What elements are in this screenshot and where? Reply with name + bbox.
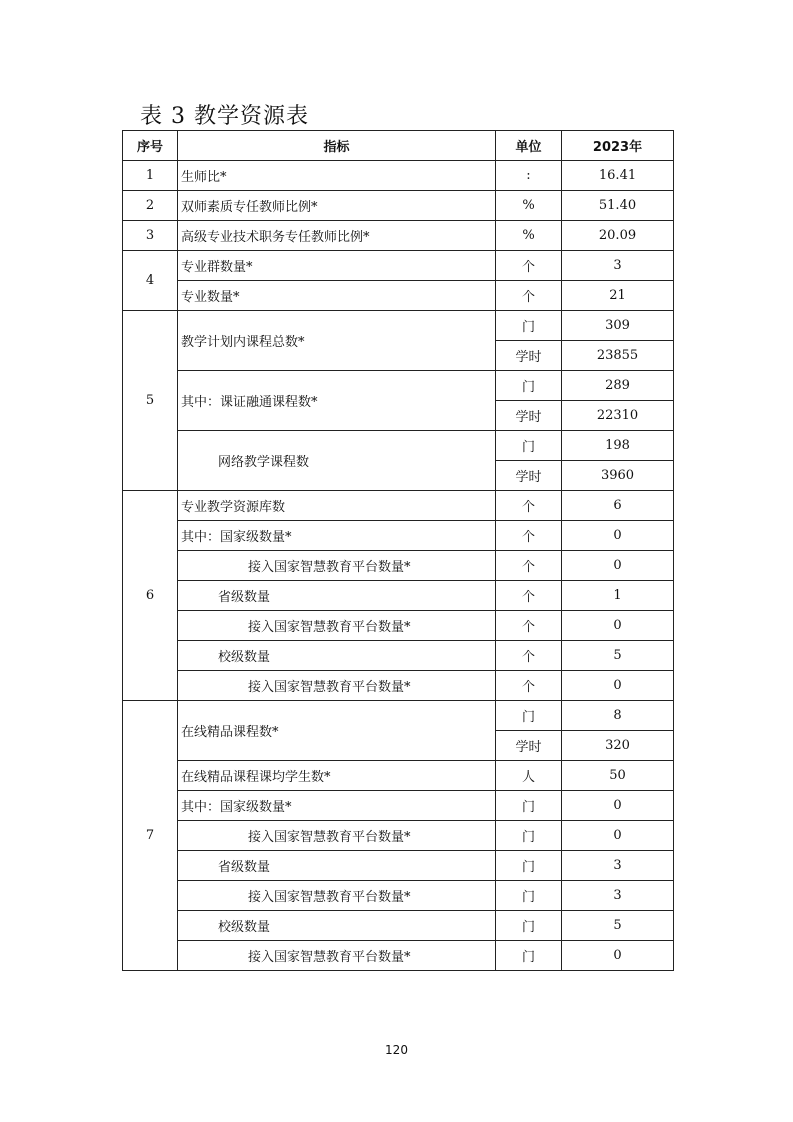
indicator-cell: 接入国家智慧教育平台数量* (178, 881, 496, 911)
table-row (123, 701, 674, 731)
table-title: 表 3 教学资源表 (140, 104, 309, 129)
value-cell: 23855 (562, 341, 674, 371)
indicator-cell: 省级数量 (178, 851, 496, 881)
header-indicator: 指标 (178, 131, 496, 161)
unit-cell: 学时 (496, 401, 562, 431)
table-row (123, 941, 674, 971)
value-cell: 0 (562, 941, 674, 971)
unit-cell: 门 (496, 821, 562, 851)
value-cell: 309 (562, 311, 674, 341)
page-number: 120 (385, 1043, 408, 1057)
table-row (123, 851, 674, 881)
value-cell: 5 (562, 911, 674, 941)
unit-cell: % (496, 191, 562, 221)
unit-cell: 门 (496, 431, 562, 461)
indicator-cell: 在线精品课程课均学生数* (178, 761, 496, 791)
unit-cell: 门 (496, 941, 562, 971)
value-cell: 50 (562, 761, 674, 791)
value-cell: 22310 (562, 401, 674, 431)
value-cell: 3960 (562, 461, 674, 491)
indicator-cell: 专业教学资源库数 (178, 491, 496, 521)
seq-cell: 7 (123, 701, 178, 971)
indicator-cell: 接入国家智慧教育平台数量* (178, 941, 496, 971)
indicator-cell: 接入国家智慧教育平台数量* (178, 821, 496, 851)
indicator-cell: 网络教学课程数 (178, 431, 496, 491)
unit-cell: 学时 (496, 341, 562, 371)
indicator-cell: 接入国家智慧教育平台数量* (178, 611, 496, 641)
indicator-cell: 双师素质专任教师比例* (178, 191, 496, 221)
unit-cell: 门 (496, 881, 562, 911)
table-row (123, 251, 674, 281)
table-row (123, 791, 674, 821)
value-cell: 8 (562, 701, 674, 731)
unit-cell: 门 (496, 311, 562, 341)
table-row (123, 221, 674, 251)
header-unit: 单位 (496, 131, 562, 161)
value-cell: 198 (562, 431, 674, 461)
value-cell: 0 (562, 791, 674, 821)
table-row (123, 491, 674, 521)
value-cell: 1 (562, 581, 674, 611)
seq-cell: 6 (123, 491, 178, 701)
header-seq: 序号 (123, 131, 178, 161)
unit-cell: 学时 (496, 731, 562, 761)
indicator-cell: 专业群数量* (178, 251, 496, 281)
table-row (123, 821, 674, 851)
seq-cell: 1 (123, 161, 178, 191)
unit-cell: 个 (496, 521, 562, 551)
table-row (123, 551, 674, 581)
value-cell: 289 (562, 371, 674, 401)
value-cell: 21 (562, 281, 674, 311)
indicator-cell: 生师比* (178, 161, 496, 191)
table-row (123, 371, 674, 401)
value-cell: 5 (562, 641, 674, 671)
table-row (123, 881, 674, 911)
unit-cell: 个 (496, 251, 562, 281)
indicator-cell: 接入国家智慧教育平台数量* (178, 551, 496, 581)
indicator-cell: 其中：国家级数量* (178, 791, 496, 821)
value-cell: 16.41 (562, 161, 674, 191)
unit-cell: 门 (496, 911, 562, 941)
value-cell: 51.40 (562, 191, 674, 221)
table-row (123, 671, 674, 701)
table-row (123, 311, 674, 341)
header-year: 2023年 (562, 131, 674, 161)
unit-cell: 个 (496, 641, 562, 671)
value-cell: 0 (562, 821, 674, 851)
indicator-cell: 校级数量 (178, 641, 496, 671)
unit-cell: 学时 (496, 461, 562, 491)
indicator-cell: 高级专业技术职务专任教师比例* (178, 221, 496, 251)
table-row (123, 611, 674, 641)
indicator-cell: 校级数量 (178, 911, 496, 941)
indicator-cell: 其中：国家级数量* (178, 521, 496, 551)
seq-cell: 3 (123, 221, 178, 251)
unit-cell: 人 (496, 761, 562, 791)
unit-cell: % (496, 221, 562, 251)
value-cell: 3 (562, 251, 674, 281)
value-cell: 0 (562, 521, 674, 551)
unit-cell: 门 (496, 701, 562, 731)
indicator-cell: 教学计划内课程总数* (178, 311, 496, 371)
unit-cell: 个 (496, 671, 562, 701)
teaching-resources-table (122, 130, 674, 971)
unit-cell: 个 (496, 581, 562, 611)
table-row (123, 161, 674, 191)
indicator-cell: 其中：课证融通课程数* (178, 371, 496, 431)
seq-cell: 4 (123, 251, 178, 311)
value-cell: 320 (562, 731, 674, 761)
unit-cell: 个 (496, 551, 562, 581)
indicator-cell: 在线精品课程数* (178, 701, 496, 761)
unit-cell: 个 (496, 491, 562, 521)
header-row (123, 131, 674, 161)
table-row (123, 521, 674, 551)
table-row (123, 431, 674, 461)
value-cell: 3 (562, 881, 674, 911)
value-cell: 0 (562, 611, 674, 641)
unit-cell: 个 (496, 611, 562, 641)
indicator-cell: 接入国家智慧教育平台数量* (178, 671, 496, 701)
table-row (123, 761, 674, 791)
unit-cell: 个 (496, 281, 562, 311)
value-cell: 20.09 (562, 221, 674, 251)
unit-cell: : (496, 161, 562, 191)
seq-cell: 2 (123, 191, 178, 221)
table-row (123, 191, 674, 221)
value-cell: 0 (562, 551, 674, 581)
table-row (123, 281, 674, 311)
unit-cell: 门 (496, 851, 562, 881)
table-row (123, 581, 674, 611)
seq-cell: 5 (123, 311, 178, 491)
table-row (123, 641, 674, 671)
unit-cell: 门 (496, 791, 562, 821)
value-cell: 6 (562, 491, 674, 521)
value-cell: 3 (562, 851, 674, 881)
indicator-cell: 专业数量* (178, 281, 496, 311)
unit-cell: 门 (496, 371, 562, 401)
indicator-cell: 省级数量 (178, 581, 496, 611)
value-cell: 0 (562, 671, 674, 701)
table-row (123, 911, 674, 941)
